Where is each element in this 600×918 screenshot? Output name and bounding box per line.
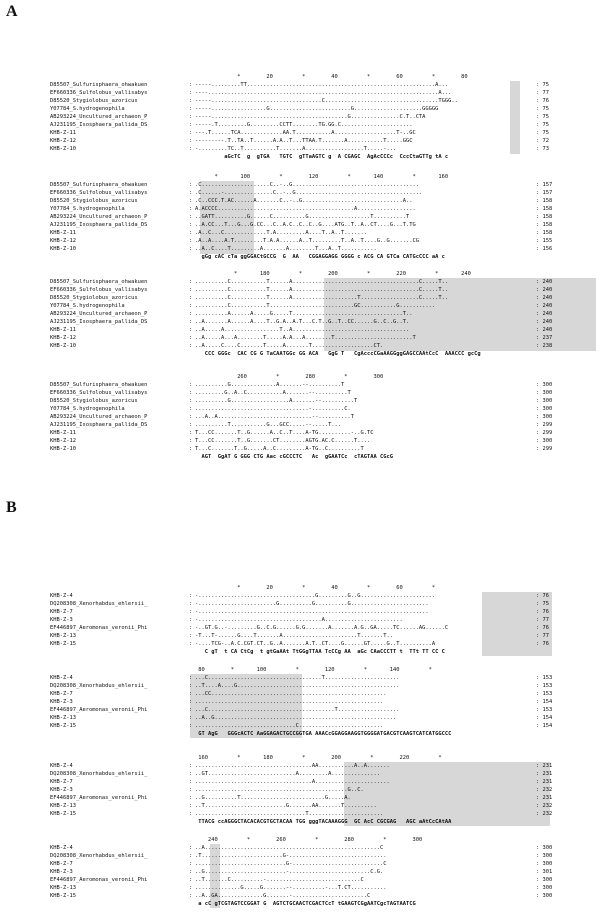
- sequence-residues: T...CC.......T..G......A..C..T....A-TG..........-..G.TC: [195, 430, 374, 436]
- position-count: : 300: [536, 885, 553, 891]
- sequence-name: EF660336_Sulfolobus_vallisabys: [50, 90, 148, 96]
- sequence-name: AJ231195_Isosphaera_pallida_DS: [50, 422, 148, 428]
- sequence-residues: -T...T-......G....T.......A.......................T.......T..: [195, 633, 393, 639]
- position-count: : 300: [536, 390, 553, 396]
- sequence-residues: ..T....A....G..................................................: [195, 683, 400, 689]
- sequence-name: Y07784_S.hydrogenophila: [50, 303, 125, 309]
- separator: :: [189, 122, 193, 128]
- sequence-residues: -----.........TT..........................................................A...: [195, 82, 449, 88]
- separator: :: [189, 343, 193, 349]
- position-count: : 158: [536, 198, 553, 204]
- sequence-residues: ..A..C....T.........A.......A........T...A..T...........: [195, 246, 377, 252]
- sequence-residues: ...C...................................T.......................: [195, 675, 400, 681]
- sequence-name: DQ208308_Xenorhabdus_ehlersii_: [50, 771, 148, 777]
- separator: :: [189, 238, 193, 244]
- separator: :: [189, 327, 193, 333]
- position-count: : 299: [536, 430, 553, 436]
- separator: :: [189, 787, 193, 793]
- separator: :: [189, 206, 193, 212]
- position-count: : 154: [536, 715, 553, 721]
- sequence-name: AJ231195_Isosphaera_pallida_DS: [50, 319, 148, 325]
- sequence-name: AB293224_Uncultured_archaeon_P: [50, 114, 148, 120]
- sequence-residues: ..GATT..........G......C..........G...................T..........T: [195, 214, 410, 220]
- separator: :: [189, 633, 193, 639]
- sequence-residues: ...................................-..........C.: [195, 406, 351, 412]
- sequence-residues: -----.................G.........................G.....................GGGGG: [195, 106, 439, 112]
- sequence-residues: ...A..A.............................--..........T: [195, 414, 355, 420]
- separator: :: [189, 845, 193, 851]
- position-count: : 157: [536, 182, 553, 188]
- sequence-residues: ..A......................................................C: [195, 845, 384, 851]
- separator: :: [189, 319, 193, 325]
- separator: :: [189, 98, 193, 104]
- position-count: : 240: [536, 295, 553, 301]
- sequence-residues: .T.........................G-..............................: [195, 853, 387, 859]
- position-count: : 300: [536, 853, 553, 859]
- separator: :: [189, 190, 193, 196]
- sequence-residues: ..A..G........................................................: [195, 715, 397, 721]
- separator: :: [189, 335, 193, 341]
- position-count: : 156: [536, 246, 553, 252]
- separator: :: [189, 311, 193, 317]
- sequence-name: D85520_Stygiolobus_azoricus: [50, 198, 138, 204]
- sequence-residues: ..........G..................A.......--..........T: [195, 398, 358, 404]
- position-count: : 300: [536, 861, 553, 867]
- sequence-name: D85520_Stygiolobus_azoricus: [50, 295, 138, 301]
- position-count: : 75: [536, 106, 549, 112]
- separator: :: [189, 382, 193, 388]
- separator: :: [189, 146, 193, 152]
- sequence-name: AB293224_Uncultured_archaeon_P: [50, 311, 148, 317]
- position-count: : 300: [536, 877, 553, 883]
- position-count: : 76: [536, 625, 549, 631]
- sequence-name: EF446897_Aeromonas_veronii_Phi: [50, 877, 148, 883]
- position-count: : 300: [536, 414, 553, 420]
- sequence-residues: ..........T...........G...GCC.....--.....T...: [195, 422, 342, 428]
- sequence-residues: -......................................A........................: [195, 617, 403, 623]
- separator: :: [189, 430, 193, 436]
- position-count: : 76: [536, 98, 549, 104]
- sequence-residues: -.........TC..T..........T.......A..................T.....-...: [195, 146, 397, 152]
- sequence-residues: ..........................................................: [195, 699, 384, 705]
- sequence-name: DQ208308_Xenorhabdus_ehlersii_: [50, 683, 148, 689]
- sequence-name: D85520_Stygiolobus_azoricus: [50, 98, 138, 104]
- sequence-name: AJ231195_Isosphaera_pallida_DS: [50, 122, 148, 128]
- separator: :: [189, 885, 193, 891]
- sequence-name: KHB-Z-4: [50, 845, 73, 851]
- sequence-name: D85520_Stygiolobus_azoricus: [50, 398, 138, 404]
- sequence-residues: .C......-...............C..-..G.......................................: [195, 190, 423, 196]
- sequence-name: KHB-Z-3: [50, 699, 73, 705]
- panel-a-label: A: [6, 3, 18, 20]
- separator: :: [189, 601, 193, 607]
- position-count: : 300: [536, 845, 553, 851]
- separator: :: [189, 853, 193, 859]
- position-count: : 301: [536, 869, 553, 875]
- sequence-name: KHB-Z-4: [50, 593, 73, 599]
- position-count: : 158: [536, 214, 553, 220]
- separator: :: [189, 422, 193, 428]
- sequence-name: Y07784_S.hydrogenophila: [50, 106, 125, 112]
- sequence-residues: -----..........................................G...............C.T..CTA: [195, 114, 426, 120]
- position-count: : 240: [536, 327, 553, 333]
- position-count: : 232: [536, 787, 553, 793]
- separator: :: [189, 723, 193, 729]
- position-count: : 77: [536, 617, 549, 623]
- position-count: : 76: [536, 609, 549, 615]
- position-count: : 73: [536, 146, 549, 152]
- position-count: : 237: [536, 335, 553, 341]
- separator: :: [189, 763, 193, 769]
- sequence-residues: ............................G-............................C: [195, 861, 387, 867]
- sequence-residues: .C..CCC.T.AC......A.......C..-..G...............................A..: [195, 198, 413, 204]
- sequence-name: KHB-Z-3: [50, 869, 73, 875]
- sequence-residues: ....................................AA...........A..A.......: [195, 763, 390, 769]
- sequence-residues: ---------.T..TA..T......A.A..T...TTAA.T.......A...........T.....GGC: [195, 138, 413, 144]
- separator: :: [189, 683, 193, 689]
- consensus-sequence: TTACG ccAGGGCTACACACGTGCTACAA TGG gggTACAAAGGG GC AcC CGCGAG AGC aAtCcCAtAA: [195, 819, 452, 825]
- sequence-name: D85507_Sulfurisphaera_ohwakuen: [50, 382, 148, 388]
- sequence-name: KHB-Z-11: [50, 230, 76, 236]
- sequence-name: Y07784_S.hydrogenophila: [50, 406, 125, 412]
- position-count: : 75: [536, 114, 549, 120]
- consensus-sequence: C gT t CA CtCg t gtGaAAt TtGGgTTAA TcCCg AA aGc CAaCCCTT t TTt TT CC C: [195, 649, 445, 655]
- separator: :: [189, 287, 193, 293]
- consensus-sequence: GT AgG GGGcACTC AaGGAGACTGCCGGTGA AAACcGGAGGAAGGTGGGGATGACGTCAAGTCATCATGGCCC: [195, 731, 452, 737]
- ruler-ticks: * 20 * 40 * 60 * 80: [195, 74, 468, 80]
- sequence-residues: -----.T.........G.........CCTT........TG.GG.C......................: [195, 122, 413, 128]
- sequence-name: D85507_Sulfurisphaera_ohwakuen: [50, 82, 148, 88]
- sequence-name: EF660336_Sulfolobus_vallisabys: [50, 390, 148, 396]
- sequence-name: KHB-Z-13: [50, 803, 76, 809]
- position-count: : 76: [536, 593, 549, 599]
- position-count: : 75: [536, 82, 549, 88]
- sequence-residues: ...C.......................................T...................: [195, 707, 400, 713]
- sequence-residues: ..A.....A.................T..A....................................: [195, 327, 410, 333]
- separator: :: [189, 214, 193, 220]
- separator: :: [189, 877, 193, 883]
- sequence-name: KHB-Z-12: [50, 138, 76, 144]
- separator: :: [189, 438, 193, 444]
- separator: :: [189, 593, 193, 599]
- sequence-residues: .C.....................C..-..G.......................................: [195, 182, 419, 188]
- position-count: : 232: [536, 803, 553, 809]
- sequence-name: KHB-Z-15: [50, 641, 76, 647]
- separator: :: [189, 446, 193, 452]
- separator: :: [189, 771, 193, 777]
- sequence-residues: .........G..A..C...........A.......--..........T: [195, 390, 351, 396]
- sequence-residues: -....................................G.........G..G.......................: [195, 593, 436, 599]
- position-count: : 75: [536, 130, 549, 136]
- position-count: : 231: [536, 779, 553, 785]
- sequence-residues: -.......................................................................: [195, 609, 429, 615]
- ruler-ticks: 160 * 180 * 200 * 220 *: [195, 755, 442, 761]
- separator: :: [189, 182, 193, 188]
- sequence-residues: ----.......................................................................A...: [195, 90, 452, 96]
- sequence-residues: ..........C...........T......A.......................................C.....T..: [195, 287, 449, 293]
- sequence-residues: ...............................................G..C.: [195, 787, 364, 793]
- sequence-name: AB293224_Uncultured_archaeon_P: [50, 414, 148, 420]
- sequence-residues: ..........C...........T......A.......................................C.....T..: [195, 279, 449, 285]
- sequence-name: AB293224_Uncultured_archaeon_P: [50, 214, 148, 220]
- ruler-ticks: * 180 * 200 * 220 * 240: [195, 271, 471, 277]
- position-count: : 75: [536, 122, 549, 128]
- sequence-residues: ..A.......A......A....T..G.A..A.T...C.T..G..T..CC......G..C..G..T.: [195, 319, 410, 325]
- sequence-name: EF446897_Aeromonas_veronii_Phi: [50, 707, 148, 713]
- consensus-sequence: CCC GGGc CAC CG G TaCAATGGc GG ACA GgG T CgAcccCGaAAGGggGAGCCAAtCcC AAACCC gcCg: [195, 351, 481, 357]
- sequence-residues: ..T.......C..........-.............................C: [195, 877, 364, 883]
- position-count: : 158: [536, 206, 553, 212]
- position-count: : 300: [536, 398, 553, 404]
- conserved-region-shade: [510, 81, 520, 154]
- separator: :: [189, 130, 193, 136]
- sequence-residues: ...CC......................................................: [195, 691, 387, 697]
- separator: :: [189, 625, 193, 631]
- ruler-ticks: * 100 * 120 * 140 * 160: [195, 174, 449, 180]
- separator: :: [189, 246, 193, 252]
- separator: :: [189, 198, 193, 204]
- sequence-residues: ..................................T.......................: [195, 811, 384, 817]
- sequence-residues: .A..A....A.T.........T.A.A......A..T.........T..A..T....G..G.......CG: [195, 238, 419, 244]
- sequence-name: DQ208308_Xenorhabdus_ehlersii_: [50, 853, 148, 859]
- separator: :: [189, 691, 193, 697]
- separator: :: [189, 893, 193, 899]
- separator: :: [189, 617, 193, 623]
- sequence-name: DQ208308_Xenorhabdus_ehlersii_: [50, 601, 148, 607]
- position-count: : 153: [536, 691, 553, 697]
- sequence-name: KHB-Z-10: [50, 246, 76, 252]
- separator: :: [189, 82, 193, 88]
- separator: :: [189, 106, 193, 112]
- position-count: : 154: [536, 723, 553, 729]
- position-count: : 240: [536, 279, 553, 285]
- sequence-residues: T...C.......T..G.....A..C.........A-TG..C..........T: [195, 446, 364, 452]
- separator: :: [189, 230, 193, 236]
- sequence-name: AJ231195_Isosphaera_pallida_DS: [50, 222, 148, 228]
- separator: :: [189, 715, 193, 721]
- sequence-name: KHB-Z-15: [50, 893, 76, 899]
- position-count: : 77: [536, 633, 549, 639]
- position-count: : 158: [536, 230, 553, 236]
- sequence-residues: -........................G..........G..........G........................: [195, 601, 429, 607]
- sequence-name: KHB-Z-7: [50, 779, 73, 785]
- consensus-sequence: aGcTC g gTGA TGTC gTTaAGTC g A CGAGC AgAcCCCc CccCtaGTTg tA c: [195, 154, 449, 160]
- sequence-residues: .A..C...C.............T.A.........A....T..A..T.......: [195, 230, 368, 236]
- sequence-residues: ..........A......A.....G.....T..................................T..: [195, 311, 413, 317]
- sequence-name: KHB-Z-12: [50, 438, 76, 444]
- sequence-name: KHB-Z-12: [50, 238, 76, 244]
- sequence-name: KHB-Z-10: [50, 446, 76, 452]
- separator: :: [189, 861, 193, 867]
- separator: :: [189, 779, 193, 785]
- sequence-name: EF660336_Sulfolobus_vallisabys: [50, 287, 148, 293]
- position-count: : 231: [536, 795, 553, 801]
- position-count: : 300: [536, 382, 553, 388]
- separator: :: [189, 406, 193, 412]
- sequence-name: KHB-Z-11: [50, 327, 76, 333]
- sequence-name: KHB-Z-4: [50, 675, 73, 681]
- position-count: : 153: [536, 683, 553, 689]
- position-count: : 77: [536, 90, 549, 96]
- position-count: : 154: [536, 699, 553, 705]
- sequence-name: KHB-Z-3: [50, 617, 73, 623]
- sequence-name: KHB-Z-10: [50, 146, 76, 152]
- separator: :: [189, 811, 193, 817]
- position-count: : 158: [536, 222, 553, 228]
- position-count: : 299: [536, 422, 553, 428]
- sequence-residues: ....................................A.......................: [195, 779, 390, 785]
- consensus-sequence: a cC gTCGTAGTCCGGAT G AGTCTGCAACTCGACTCcT tGAAGTCGgAATCgcTAGTAATCG: [195, 901, 416, 907]
- separator: :: [189, 699, 193, 705]
- sequence-residues: ..............G.....G.......--..........-...T.CT...........: [195, 885, 387, 891]
- separator: :: [189, 795, 193, 801]
- sequence-name: KHB-Z-10: [50, 343, 76, 349]
- sequence-name: D85507_Sulfurisphaera_ohwakuen: [50, 182, 148, 188]
- position-count: : 300: [536, 893, 553, 899]
- sequence-residues: -----..................................C...................................TGGG..: [195, 98, 458, 104]
- sequence-name: KHB-Z-7: [50, 861, 73, 867]
- sequence-residues: ..........C...........T..........................GC...........G...........: [195, 303, 436, 309]
- separator: :: [189, 675, 193, 681]
- sequence-name: KHB-Z-7: [50, 609, 73, 615]
- sequence-name: Y07784_S.hydrogenophila: [50, 206, 125, 212]
- separator: :: [189, 90, 193, 96]
- position-count: : 231: [536, 771, 553, 777]
- position-count: : 299: [536, 446, 553, 452]
- position-count: : 153: [536, 707, 553, 713]
- position-count: : 238: [536, 343, 553, 349]
- sequence-residues: ..A.....C....C.......T.....A.......T...................CT.: [195, 343, 384, 349]
- sequence-name: KHB-Z-15: [50, 811, 76, 817]
- position-count: : 240: [536, 287, 553, 293]
- separator: :: [189, 609, 193, 615]
- position-count: : 155: [536, 238, 553, 244]
- position-count: : 240: [536, 319, 553, 325]
- separator: :: [189, 641, 193, 647]
- separator: :: [189, 414, 193, 420]
- position-count: : 300: [536, 406, 553, 412]
- sequence-residues: ---.T......TCA.............AA.T...........A...................T-..GC: [195, 130, 416, 136]
- sequence-residues: -....TCG-..A.C.CGT.CT..G..A.......A.T..CT....G......GT.....G..T..........A: [195, 641, 436, 647]
- panel-b-label: B: [6, 499, 17, 516]
- sequence-name: KHB-Z-15: [50, 723, 76, 729]
- sequence-name: KHB-Z-13: [50, 715, 76, 721]
- consensus-sequence: AGT GgAT G GGG CTG Aac cGCCCTC Ac gGAATCc cTAGTAA CGcG: [195, 454, 393, 460]
- separator: :: [189, 390, 193, 396]
- position-count: : 72: [536, 138, 549, 144]
- position-count: : 75: [536, 601, 549, 607]
- separator: :: [189, 303, 193, 309]
- position-count: : 240: [536, 311, 553, 317]
- separator: :: [189, 803, 193, 809]
- separator: :: [189, 869, 193, 875]
- sequence-residues: ..G..........T..........................G.....A.: [195, 795, 351, 801]
- sequence-name: D85507_Sulfurisphaera_ohwakuen: [50, 279, 148, 285]
- separator: :: [189, 114, 193, 120]
- position-count: : 240: [536, 303, 553, 309]
- sequence-residues: ..A..GA..............G.......-.......................C: [195, 893, 371, 899]
- sequence-residues: ..........C...........T......A....................T..................C.....T..: [195, 295, 449, 301]
- sequence-name: EF446897_Aeromonas_veronii_Phi: [50, 795, 148, 801]
- sequence-residues: ...............................C..........................: [195, 723, 384, 729]
- sequence-residues: T...CC.......T..G.......CT........AGTG.AC.C......T....: [195, 438, 371, 444]
- sequence-residues: ..T.........................G.......AA.......T..........: [195, 803, 377, 809]
- sequence-name: KHB-Z-11: [50, 430, 76, 436]
- position-count: : 153: [536, 675, 553, 681]
- ruler-ticks: 80 * 100 * 120 * 140 *: [195, 667, 432, 673]
- separator: :: [189, 295, 193, 301]
- separator: :: [189, 279, 193, 285]
- sequence-residues: ..A.....A...A........T.....A.A...A........T........................T: [195, 335, 416, 341]
- sequence-residues: ..G.........................-.........................C.G.: [195, 869, 384, 875]
- sequence-name: KHB-Z-4: [50, 763, 73, 769]
- position-count: : 76: [536, 641, 549, 647]
- sequence-name: KHB-Z-7: [50, 691, 73, 697]
- separator: :: [189, 707, 193, 713]
- sequence-name: KHB-Z-11: [50, 130, 76, 136]
- sequence-residues: ..GT...........................A.........A...............: [195, 771, 380, 777]
- separator: :: [189, 222, 193, 228]
- sequence-residues: ..........G..............A.......--..........T: [195, 382, 345, 388]
- sequence-name: EF446897_Aeromonas_veronii_Phi: [50, 625, 148, 631]
- separator: :: [189, 138, 193, 144]
- sequence-name: KHB-Z-13: [50, 885, 76, 891]
- sequence-residues: ..A.CC...T...G...G.CC...C..A.C..C..C..G....ATG..T..A..CT....G...T.TG: [195, 222, 416, 228]
- sequence-residues: -..GT.G..-.........G..C.G......G.G.......A.......A.G..GA.....TC......AG......C: [195, 625, 449, 631]
- separator: :: [189, 398, 193, 404]
- position-count: : 300: [536, 438, 553, 444]
- sequence-name: KHB-Z-13: [50, 633, 76, 639]
- sequence-name: EF660336_Sulfolobus_vallisabys: [50, 190, 148, 196]
- consensus-sequence: gGg cAC cTa ggGGACtGCCG G AA CGGAGGAGG GGGG c ACG CA GTCa CATGcCCC aA c: [195, 254, 445, 260]
- sequence-name: KHB-Z-12: [50, 335, 76, 341]
- position-count: : 231: [536, 763, 553, 769]
- ruler-ticks: 240 * 260 * 280 * 300: [195, 837, 423, 843]
- ruler-ticks: * 20 * 40 * 60 *: [195, 585, 436, 591]
- ruler-ticks: 260 * 280 * 300: [195, 374, 384, 380]
- sequence-residues: A.ACCCC..........................................A..................: [195, 206, 416, 212]
- position-count: : 157: [536, 190, 553, 196]
- position-count: : 232: [536, 811, 553, 817]
- sequence-name: KHB-Z-3: [50, 787, 73, 793]
